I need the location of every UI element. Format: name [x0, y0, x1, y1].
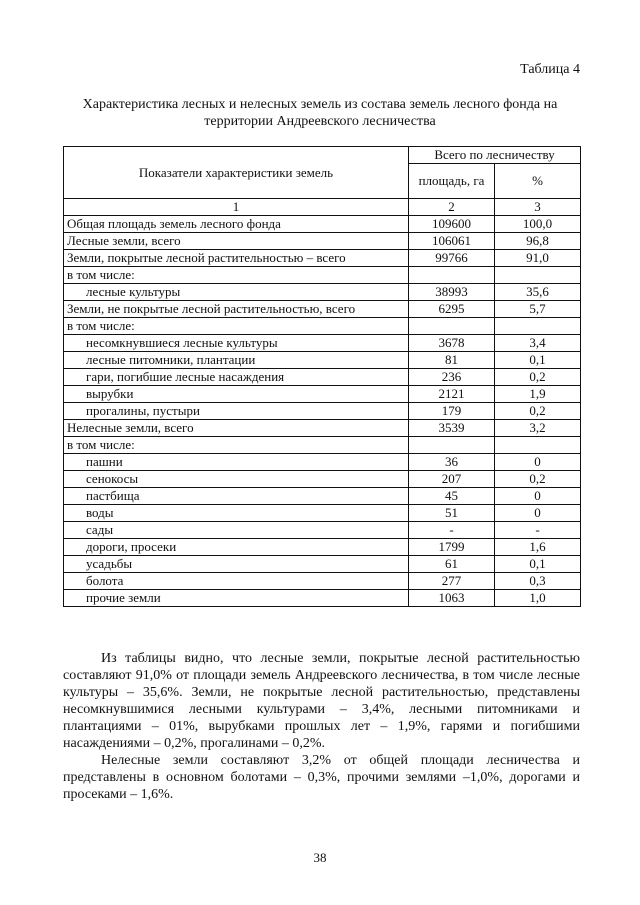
row-area [409, 318, 495, 335]
table-row [64, 471, 581, 488]
row-label: пастбища [64, 488, 409, 505]
table-row [64, 233, 581, 250]
row-label: гари, погибшие лесные насаждения [64, 369, 409, 386]
table-row [64, 403, 581, 420]
row-percent: 5,7 [495, 301, 581, 318]
land-characteristics-table [63, 146, 581, 607]
table-row [64, 250, 581, 267]
row-percent: 91,0 [495, 250, 581, 267]
row-percent: 0,3 [495, 573, 581, 590]
row-area: 109600 [409, 216, 495, 233]
row-label: вырубки [64, 386, 409, 403]
row-percent: 1,9 [495, 386, 581, 403]
row-area: 81 [409, 352, 495, 369]
row-percent: 0,2 [495, 471, 581, 488]
row-percent: 0,1 [495, 556, 581, 573]
row-area: 277 [409, 573, 495, 590]
body-text [63, 650, 580, 803]
table-row [64, 454, 581, 471]
row-area: 45 [409, 488, 495, 505]
row-label: пашни [64, 454, 409, 471]
table-row [64, 488, 581, 505]
row-label: в том числе: [64, 318, 409, 335]
row-label: в том числе: [64, 267, 409, 284]
row-label: усадьбы [64, 556, 409, 573]
row-percent: 1,6 [495, 539, 581, 556]
row-area: 6295 [409, 301, 495, 318]
row-percent: 0 [495, 454, 581, 471]
row-percent: - [495, 522, 581, 539]
row-percent: 35,6 [495, 284, 581, 301]
row-label: Лесные земли, всего [64, 233, 409, 250]
table-row [64, 590, 581, 607]
row-percent [495, 267, 581, 284]
header-indicators: Показатели характеристики земель [64, 147, 409, 199]
row-percent: 0 [495, 488, 581, 505]
header-percent: % [495, 164, 581, 199]
row-area: 61 [409, 556, 495, 573]
row-percent: 100,0 [495, 216, 581, 233]
header-area: площадь, га [409, 164, 495, 199]
column-number-1: 1 [64, 199, 409, 216]
row-label: Общая площадь земель лесного фонда [64, 216, 409, 233]
row-area: 106061 [409, 233, 495, 250]
row-percent: 0,2 [495, 403, 581, 420]
table-title: Характеристика лесных и нелесных земель из состава земель лесного фонда на территории Андреевского лесничества [82, 97, 558, 129]
row-label: Земли, не покрытые лесной растительностью, всего [64, 301, 409, 318]
column-number-2: 2 [409, 199, 495, 216]
row-label: Земли, покрытые лесной растительностью – всего [64, 250, 409, 267]
row-percent [495, 437, 581, 454]
row-percent: 1,0 [495, 590, 581, 607]
table-row [64, 539, 581, 556]
row-label: лесные питомники, плантации [64, 352, 409, 369]
row-label: сады [64, 522, 409, 539]
table-row [64, 335, 581, 352]
row-label: воды [64, 505, 409, 522]
row-area: 1799 [409, 539, 495, 556]
row-area: 236 [409, 369, 495, 386]
row-area: 179 [409, 403, 495, 420]
page-number: 38 [313, 850, 327, 865]
row-area: 36 [409, 454, 495, 471]
column-number-3: 3 [495, 199, 581, 216]
row-area: 51 [409, 505, 495, 522]
row-area: 3539 [409, 420, 495, 437]
table-number: Таблица 4 [520, 62, 580, 77]
row-percent: 0,2 [495, 369, 581, 386]
table-row [64, 284, 581, 301]
table-row [64, 216, 581, 233]
table-row [64, 386, 581, 403]
row-percent: 3,2 [495, 420, 581, 437]
row-label: Нелесные земли, всего [64, 420, 409, 437]
row-label: лесные культуры [64, 284, 409, 301]
row-area: 38993 [409, 284, 495, 301]
table-row [64, 267, 581, 284]
row-area [409, 437, 495, 454]
row-label: дороги, просеки [64, 539, 409, 556]
table-row [64, 369, 581, 386]
row-percent [495, 318, 581, 335]
table-row [64, 556, 581, 573]
table-row [64, 505, 581, 522]
table-row [64, 420, 581, 437]
table-row [64, 573, 581, 590]
table-row [64, 522, 581, 539]
row-label: несомкнувшиеся лесные культуры [64, 335, 409, 352]
row-area: - [409, 522, 495, 539]
table-row [64, 318, 581, 335]
row-label: сенокосы [64, 471, 409, 488]
table-row [64, 437, 581, 454]
row-label: болота [64, 573, 409, 590]
row-label: в том числе: [64, 437, 409, 454]
header-total-group: Всего по лесничеству [409, 147, 581, 164]
paragraph-2: Нелесные земли составляют 3,2% от общей площади лесничества и представлены в основном болотами – 0,3%, прочими землями –1,0%, дорогами и просеками – 1,6%. [63, 753, 580, 802]
row-label: прочие земли [64, 590, 409, 607]
paragraph-1: Из таблицы видно, что лесные земли, покрытые лесной растительностью составляют 91,0% от площади земель Андреевского лесничества, в том числе лесные культуры – 35,6%. Земли, не покрытые лесной растительностью, представлены несомкнувшимися лесными культурами – 3,4%, лесными питомниками и плантациями – 01%, вырубками прошлых лет – 1,9%, гарями и погибшими насаждениями – 0,2%, прогалинами – 0,2%. [63, 651, 580, 751]
table-body [64, 216, 581, 607]
row-area: 1063 [409, 590, 495, 607]
row-area: 207 [409, 471, 495, 488]
row-percent: 96,8 [495, 233, 581, 250]
row-area: 99766 [409, 250, 495, 267]
table-row [64, 301, 581, 318]
row-label: прогалины, пустыри [64, 403, 409, 420]
row-area: 3678 [409, 335, 495, 352]
row-percent: 0,1 [495, 352, 581, 369]
row-percent: 0 [495, 505, 581, 522]
table-row [64, 352, 581, 369]
row-area: 2121 [409, 386, 495, 403]
row-area [409, 267, 495, 284]
row-percent: 3,4 [495, 335, 581, 352]
